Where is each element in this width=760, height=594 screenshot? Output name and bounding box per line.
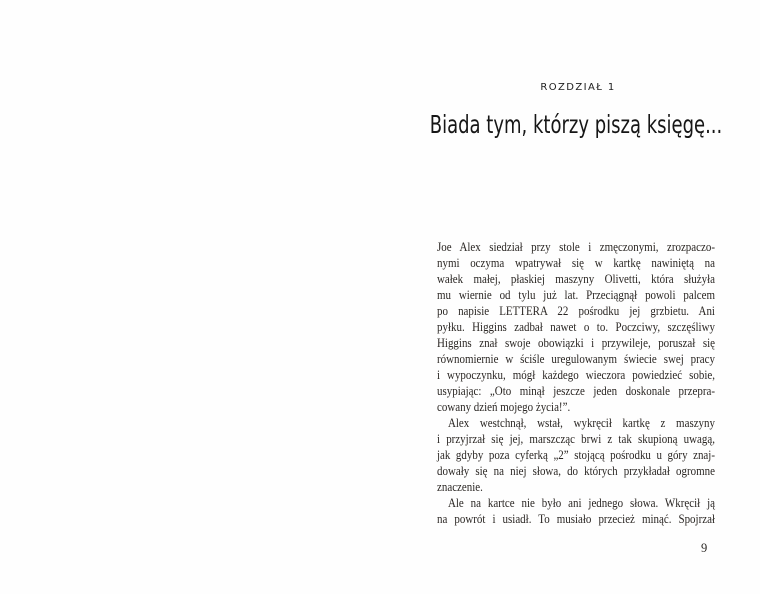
line: na powrót i usiadł. To musiało przecież minąć. Spojrzał xyxy=(437,511,715,526)
line: dowały się na niej słowa, do których przykładał ogromne xyxy=(437,463,715,478)
line: Joe Alex siedział przy stole i zmęczonymi, zrozpaczo- xyxy=(437,239,715,254)
line: i wypoczynku, mógł każdego wieczora powiedzieć sobie, xyxy=(437,367,715,382)
line: po napisie LETTERA 22 pośrodku jej grzbietu. Ani xyxy=(437,303,715,318)
line: jak gdyby poza cyferką „2” stojącą pośrodku u góry znaj- xyxy=(437,447,715,462)
line: i przyjrzał się jej, marszcząc brwi z tak skupioną uwagą, xyxy=(437,431,715,446)
line: znaczenie. xyxy=(437,479,483,494)
line: wałek małej, płaskiej maszyny Olivetti, która służyła xyxy=(437,271,715,286)
page-number: 9 xyxy=(701,541,708,555)
body-text xyxy=(437,239,715,527)
line: Alex westchnął, wstał, wykręcił kartkę z maszyny xyxy=(447,415,715,430)
line: pyłku. Higgins zadbał nawet o to. Poczciwy, szczęśliwy xyxy=(437,319,715,334)
line: usypiając: „Oto minął jeszcze jeden doskonale przepra- xyxy=(437,383,715,398)
line: cowany dzień mojego życia!”. xyxy=(437,399,571,414)
line: równomiernie w ściśle uregulowanym świecie swej pracy xyxy=(437,351,715,366)
line: nymi oczyma wpatrywał się w kartkę nawiniętą na xyxy=(437,255,715,270)
chapter-title: Biada tym, którzy piszą księgę... xyxy=(429,110,723,139)
line: Ale na kartce nie było ani jednego słowa. Wkręcił ją xyxy=(447,495,715,510)
line: Higgins znał swoje obowiązki i przywileje, poruszał się xyxy=(437,335,715,350)
line: mu wiernie od tylu już lat. Przeciągnął powoli palcem xyxy=(437,287,715,302)
chapter-kicker: ROZDZIAŁ 1 xyxy=(540,82,616,93)
